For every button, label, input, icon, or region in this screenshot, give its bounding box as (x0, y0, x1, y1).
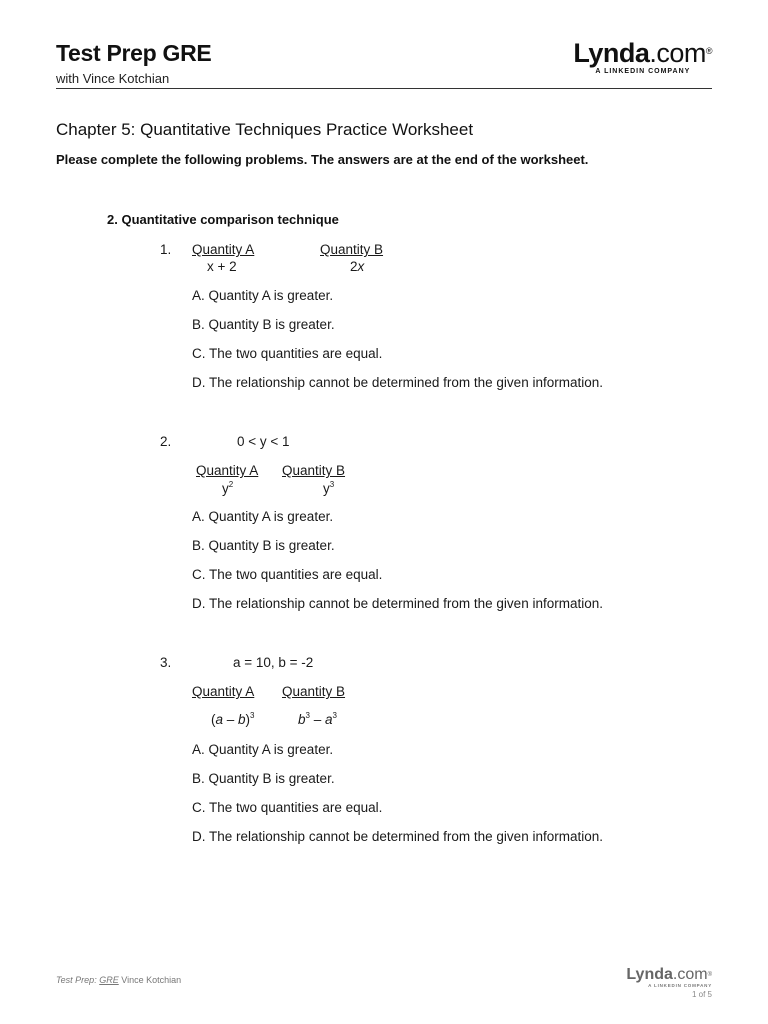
problem-1-qb-variable: x (357, 259, 365, 274)
footer-lynda-logo (626, 967, 712, 999)
problem-2-quantity-a-label: Quantity A (196, 463, 259, 478)
problem-3-condition: a = 10, b = -2 (233, 655, 314, 670)
problem-2-number: 2. (160, 434, 172, 449)
footer-colon: : (94, 975, 100, 985)
logo-tagline: A LINKEDIN COMPANY (595, 68, 691, 75)
problem-3-qa-open-paren: ( (211, 712, 216, 727)
problem-3-qa-minus: – (223, 712, 239, 727)
problem-3-qb-var-a: a (324, 712, 333, 727)
problem-3-number: 3. (160, 655, 172, 670)
problem-3-quantity-b-value (298, 712, 337, 727)
problem-1-choice-b: B. Quantity B is greater. (192, 317, 335, 332)
problem-1-quantity-a-label: Quantity A (192, 242, 255, 257)
problem-2-choice-b: B. Quantity B is greater. (192, 538, 335, 553)
page-number: 1 of 5 (691, 990, 712, 999)
problem-3-qa-var-b: b (238, 712, 246, 727)
problem-3-qb-a-exponent: 3 (332, 711, 337, 720)
problem-2-quantity-b-value (323, 481, 334, 496)
footer-logo-domain: .com (672, 966, 708, 983)
problem-2-qa-base: y (222, 481, 229, 496)
instructions: Please complete the following problems. The answers are at the end of the worksheet. (56, 152, 589, 167)
lynda-logo (573, 40, 712, 75)
footer-author: Vince Kotchian (118, 975, 182, 985)
problem-3-qa-var-a: a (215, 712, 224, 727)
footer-course-gre: GRE (99, 975, 119, 985)
footer-logo-bold: Lynda (626, 966, 673, 983)
footer-logo-registered: ® (707, 972, 712, 978)
problem-3-qb-minus: – (309, 712, 325, 727)
problem-3-choice-c: C. The two quantities are equal. (192, 800, 383, 815)
problem-3-qa-exponent: 3 (250, 711, 255, 720)
footer-logo-tagline: A LINKEDIN COMPANY (648, 983, 712, 988)
problem-2-qa-exponent: 2 (228, 480, 234, 489)
problem-1-quantity-a-value: x + 2 (207, 259, 237, 274)
problem-3-qb-b-exponent: 3 (305, 711, 310, 720)
problem-3-quantity-a-label: Quantity A (192, 684, 255, 699)
problem-2-choice-c: C. The two quantities are equal. (192, 567, 383, 582)
problem-1-choice-d: D. The relationship cannot be determined from the given information. (192, 375, 603, 390)
problem-2-quantity-a-value (222, 481, 233, 496)
problem-3-quantity-a-value (211, 712, 255, 727)
problem-3-quantity-b-label: Quantity B (282, 684, 346, 699)
problem-3-qa-close-paren: ) (245, 712, 251, 727)
problem-1-number: 1. (160, 242, 172, 257)
problem-2-condition: 0 < y < 1 (237, 434, 290, 449)
header-divider (56, 88, 712, 89)
problem-1-quantity-b-value (350, 259, 364, 274)
course-subtitle: with Vince Kotchian (56, 71, 170, 86)
problem-1-choice-a: A. Quantity A is greater. (192, 288, 334, 303)
problem-2-quantity-b-label: Quantity B (282, 463, 346, 478)
problem-2-qb-exponent: 3 (329, 480, 335, 489)
course-title: Test Prep GRE (56, 40, 212, 66)
problem-2-qb-base: y (323, 481, 330, 496)
section-title: 2. Quantitative comparison technique (107, 212, 339, 227)
problem-3-choice-b: B. Quantity B is greater. (192, 771, 335, 786)
logo-registered-mark: ® (705, 46, 712, 56)
chapter-title: Chapter 5: Quantitative Techniques Practice Worksheet (56, 120, 474, 139)
footer-course-credit (56, 975, 181, 985)
problem-1-qb-coefficient: 2 (350, 259, 358, 274)
problem-1-choice-c: C. The two quantities are equal. (192, 346, 383, 361)
problem-1-quantity-b-label: Quantity B (320, 242, 384, 257)
problem-2-choice-a: A. Quantity A is greater. (192, 509, 334, 524)
problem-3-choice-d: D. The relationship cannot be determined from the given information. (192, 829, 603, 844)
problem-3-qb-var-b: b (298, 712, 306, 727)
logo-domain-text: .com (649, 38, 706, 68)
problem-3-choice-a: A. Quantity A is greater. (192, 742, 334, 757)
problem-2-choice-d: D. The relationship cannot be determined from the given information. (192, 596, 603, 611)
logo-bold-text: Lynda (573, 38, 650, 68)
footer-course-italic: Test Prep (56, 975, 95, 985)
